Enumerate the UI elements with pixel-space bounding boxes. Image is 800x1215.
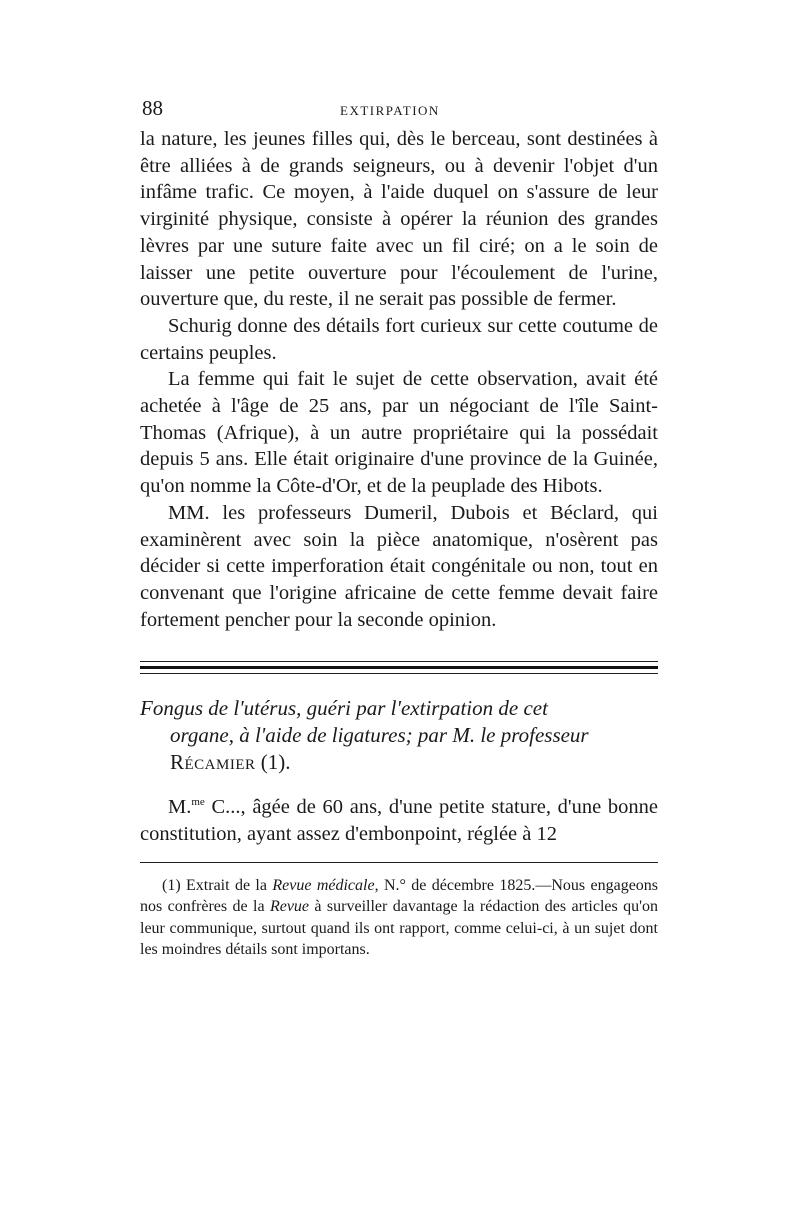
main-text (140, 126, 658, 633)
mme-abbrev: M. (168, 796, 192, 819)
page-header (140, 96, 658, 126)
paragraph-3: La femme qui fait le sujet de cette observation, avait été achetée à l'âge de 25 ans, par un négociant de l'île Saint-Thomas (Afrique), à un autre propriétaire qui la possédait depuis 5 ans. Elle était originaire d'une province de la Guinée, qu'on nomme la Côte-d'Or, et de la peuplade des Hibots. (140, 368, 658, 498)
paragraph-2: Schurig donne des détails fort curieux sur cette coutume de certains peuples. (140, 314, 658, 364)
paragraph-1: la nature, les jeunes filles qui, dès le berceau, sont destinées à être alliées à de grands seigneurs, ou à devenir l'objet d'un infâme trafic. Ce moyen, à l'aide duquel on s'assure de leur virginité physique, consiste à opérer la réunion des grandes lèvres par une suture faite avec un fil ciré; on a le soin de laisser une petite ouverture pour l'écoulement de l'urine, ouverture que, du reste, il ne serait pas possible de fermer. (140, 128, 658, 311)
footnote-prefix: (1) Extrait de la (162, 876, 273, 894)
footnote-journal: Revue médicale (272, 876, 375, 894)
divider-thick (140, 666, 658, 669)
paragraph-5 (140, 794, 658, 847)
footnote-rest: à surveiller davantage la rédaction des articles qu'on leur communique, surtout quand ils ont rapport, comme celui-ci, à un sujet dont les moindres détails sont importans. (140, 898, 658, 959)
section-divider (140, 660, 658, 676)
article-body (140, 794, 658, 847)
page-number: 88 (142, 96, 163, 120)
title-line-2: organe, à l'aide de ligatures; par M. le professeur (170, 723, 589, 748)
divider-thin-bottom (140, 673, 658, 674)
book-page (140, 96, 658, 961)
footnote-middle: , N.° de décembre 1825.—Nous engageons nos confrères de la (140, 876, 659, 916)
mme-superscript: me (191, 796, 205, 809)
footnote-journal-2: Revue (269, 898, 310, 916)
paragraph-4: MM. les professeurs Dumeril, Dubois et Béclard, qui examinèrent avec soin la pièce anatomique, n'osèrent pas décider si cette imperforation était congénitale ou non, tout en convenant que l'origine africaine de cette femme devait faire fortement pencher pour la seconde opinion. (140, 501, 658, 631)
title-line-3 (140, 749, 658, 776)
footnote (140, 875, 658, 961)
article-title (140, 695, 658, 776)
author-name: Récamier (170, 750, 256, 775)
divider-thin-top (140, 661, 658, 662)
title-line-1: Fongus de l'utérus, guéri par l'extirpation de cet (140, 696, 548, 721)
paragraph-5-text: C..., âgée de 60 ans, d'une petite stature, d'une bonne constitution, ayant assez d'embonpoint, réglée à 12 (140, 796, 658, 846)
running-head: EXTIRPATION (340, 103, 440, 118)
footnote-ref: (1). (255, 750, 291, 775)
footnote-rule (140, 862, 658, 863)
